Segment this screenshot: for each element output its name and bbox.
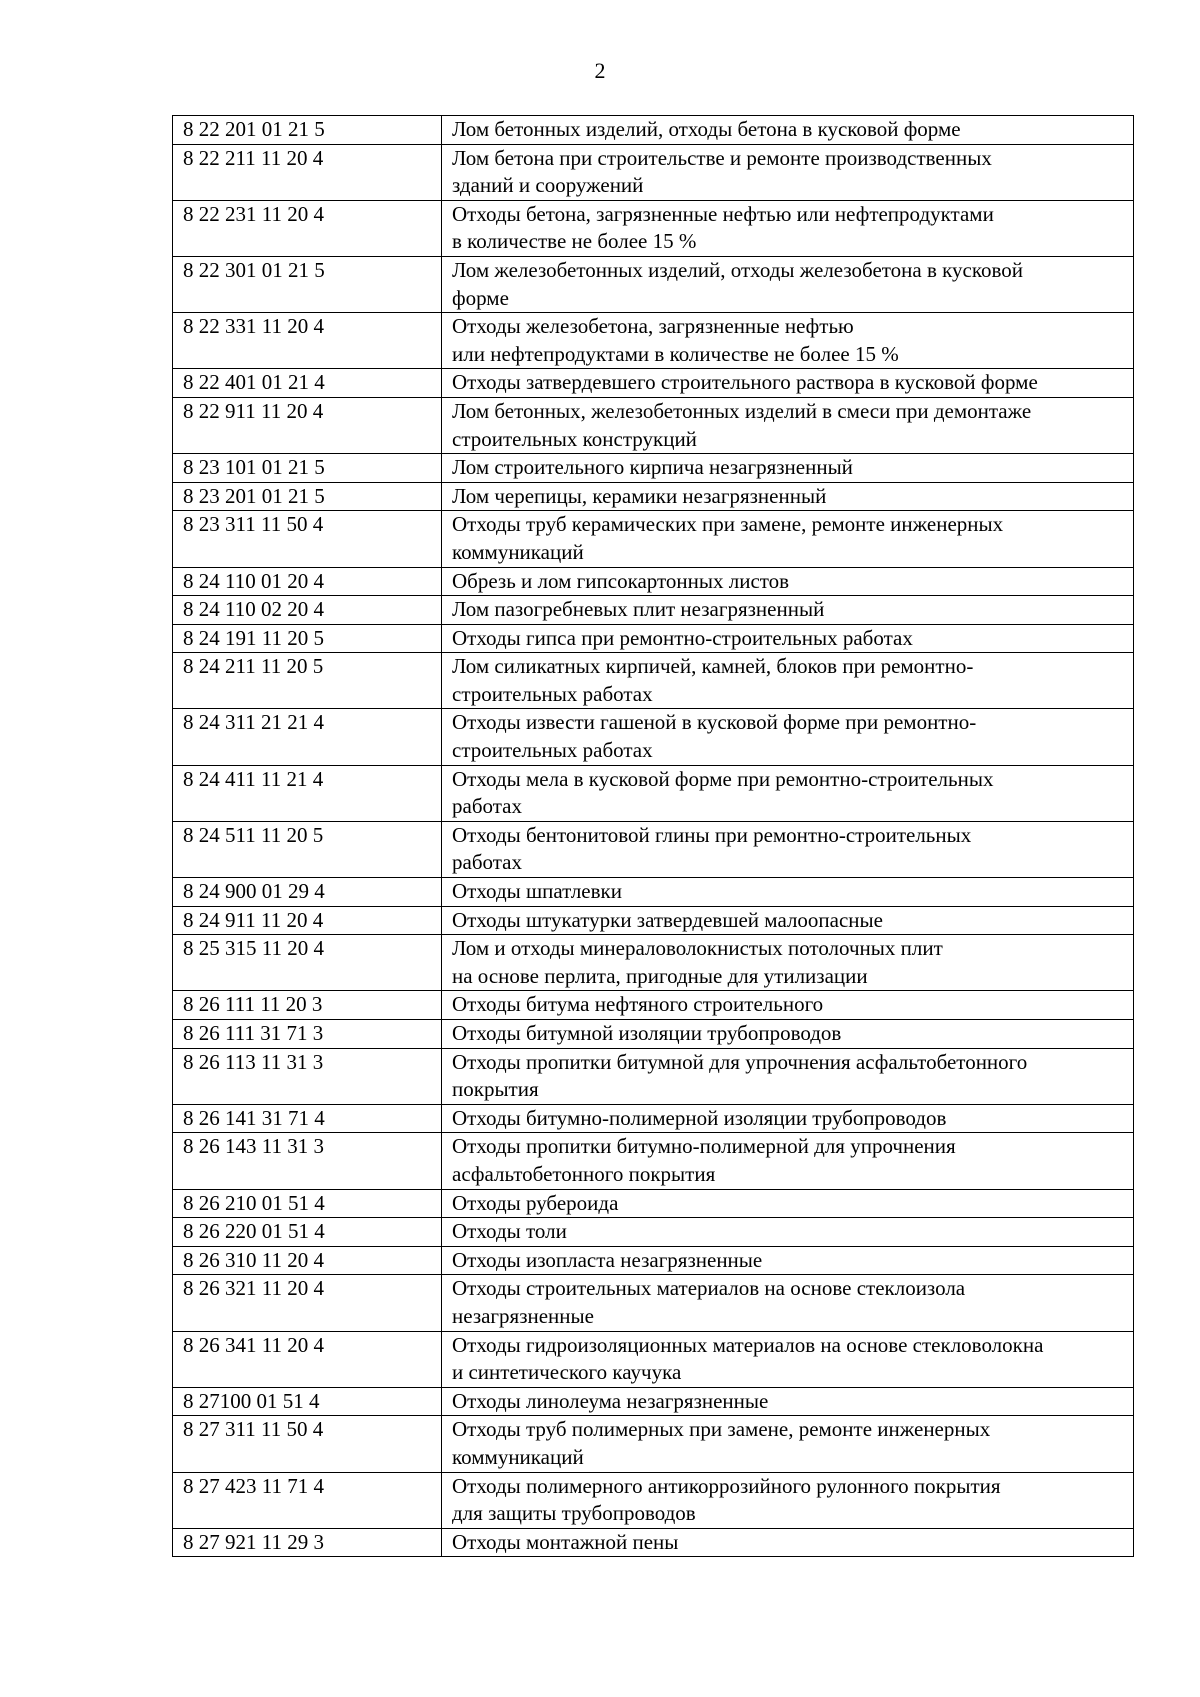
waste-description-cell — [442, 624, 1134, 653]
waste-description-line: Отходы бетона, загрязненные нефтью или нефтепродуктами — [452, 201, 994, 226]
table-row — [173, 397, 1134, 453]
waste-description-line: на основе перлита, пригодные для утилизации — [452, 963, 868, 988]
table-row — [173, 1528, 1134, 1557]
table-row — [173, 313, 1134, 369]
waste-description-cell — [442, 1048, 1134, 1104]
waste-description-cell — [442, 369, 1134, 398]
table-row — [173, 511, 1134, 567]
table-row — [173, 653, 1134, 709]
waste-description-line: или нефтепродуктами в количестве не более 15 % — [452, 341, 899, 366]
waste-description-line: Лом пазогребневых плит незагрязненный — [452, 597, 825, 622]
table-row — [173, 935, 1134, 991]
waste-code-cell: 8 24 211 11 20 5 — [173, 653, 442, 709]
waste-description-cell — [442, 878, 1134, 907]
waste-description-cell — [442, 200, 1134, 256]
waste-description-line: форме — [452, 285, 509, 310]
waste-description-line: Отходы битумно-полимерной изоляции трубопроводов — [452, 1105, 947, 1130]
waste-description-cell — [442, 1133, 1134, 1189]
table-row — [173, 1218, 1134, 1247]
waste-description-line: Отходы затвердевшего строительного раствора в кусковой форме — [452, 370, 1038, 395]
waste-description-cell — [442, 144, 1134, 200]
waste-description-line: Лом бетона при строительстве и ремонте производственных — [452, 145, 992, 170]
waste-description-cell — [442, 567, 1134, 596]
waste-description-line: Лом и отходы минераловолокнистых потолочных плит — [452, 936, 943, 961]
waste-code-cell: 8 24 411 11 21 4 — [173, 765, 442, 821]
table-row — [173, 1246, 1134, 1275]
waste-description-cell — [442, 454, 1134, 483]
waste-description-line: Отходы гипса при ремонтно-строительных работах — [452, 625, 913, 650]
waste-code-cell: 8 23 311 11 50 4 — [173, 511, 442, 567]
waste-description-line: Лом строительного кирпича незагрязненный — [452, 455, 853, 480]
table-row — [173, 1189, 1134, 1218]
waste-code-cell: 8 22 401 01 21 4 — [173, 369, 442, 398]
waste-code-cell: 8 23 201 01 21 5 — [173, 482, 442, 511]
waste-code-cell: 8 25 315 11 20 4 — [173, 935, 442, 991]
table-row — [173, 821, 1134, 877]
waste-description-cell — [442, 1528, 1134, 1557]
waste-codes-table — [172, 115, 1134, 1557]
waste-description-line: коммуникаций — [452, 539, 584, 564]
table-row — [173, 1331, 1134, 1387]
table-row — [173, 567, 1134, 596]
waste-description-cell — [442, 1218, 1134, 1247]
waste-code-cell: 8 27100 01 51 4 — [173, 1387, 442, 1416]
waste-description-line: Отходы железобетона, загрязненные нефтью — [452, 314, 854, 339]
waste-description-line: незагрязненные — [452, 1303, 594, 1328]
waste-description-cell — [442, 1020, 1134, 1049]
waste-code-cell: 8 24 900 01 29 4 — [173, 878, 442, 907]
waste-code-cell: 8 26 321 11 20 4 — [173, 1275, 442, 1331]
waste-description-cell — [442, 1275, 1134, 1331]
table-row — [173, 454, 1134, 483]
waste-description-line: Обрезь и лом гипсокартонных листов — [452, 568, 790, 593]
waste-description-line: коммуникаций — [452, 1444, 584, 1469]
table-row — [173, 709, 1134, 765]
waste-description-line: Отходы бентонитовой глины при ремонтно-строительных — [452, 822, 972, 847]
waste-description-line: Отходы монтажной пены — [452, 1529, 679, 1554]
waste-code-cell: 8 26 111 11 20 3 — [173, 991, 442, 1020]
waste-code-cell: 8 26 143 11 31 3 — [173, 1133, 442, 1189]
waste-code-cell: 8 24 911 11 20 4 — [173, 906, 442, 935]
waste-description-cell — [442, 906, 1134, 935]
waste-description-cell — [442, 821, 1134, 877]
waste-description-line: Отходы труб полимерных при замене, ремонте инженерных — [452, 1417, 991, 1442]
waste-description-cell — [442, 313, 1134, 369]
waste-description-cell — [442, 1189, 1134, 1218]
table-row — [173, 765, 1134, 821]
waste-code-cell: 8 22 911 11 20 4 — [173, 397, 442, 453]
waste-description-cell — [442, 1416, 1134, 1472]
waste-description-cell — [442, 653, 1134, 709]
waste-description-line: для защиты трубопроводов — [452, 1501, 696, 1526]
waste-description-line: Отходы полимерного антикоррозийного рулонного покрытия — [452, 1473, 1001, 1498]
waste-description-line: Лом бетонных изделий, отходы бетона в кусковой форме — [452, 117, 961, 141]
table-row — [173, 256, 1134, 312]
waste-code-cell: 8 22 331 11 20 4 — [173, 313, 442, 369]
table-body — [173, 116, 1134, 1557]
waste-description-line: работах — [452, 850, 522, 875]
waste-code-cell: 8 22 231 11 20 4 — [173, 200, 442, 256]
waste-description-line: и синтетического каучука — [452, 1360, 682, 1385]
waste-description-cell — [442, 1472, 1134, 1528]
waste-code-cell: 8 26 113 11 31 3 — [173, 1048, 442, 1104]
waste-code-cell: 8 24 511 11 20 5 — [173, 821, 442, 877]
waste-code-cell: 8 26 310 11 20 4 — [173, 1246, 442, 1275]
waste-code-cell: 8 27 423 11 71 4 — [173, 1472, 442, 1528]
waste-description-line: строительных работах — [452, 681, 653, 706]
table-row — [173, 369, 1134, 398]
waste-description-line: Отходы битумной изоляции трубопроводов — [452, 1021, 842, 1045]
waste-description-cell — [442, 1331, 1134, 1387]
waste-code-cell: 8 27 921 11 29 3 — [173, 1528, 442, 1557]
waste-code-cell: 8 26 141 31 71 4 — [173, 1104, 442, 1133]
waste-code-cell: 8 26 210 01 51 4 — [173, 1189, 442, 1218]
waste-description-line: строительных конструкций — [452, 426, 697, 451]
page-number: 2 — [594, 58, 606, 83]
waste-description-cell — [442, 1387, 1134, 1416]
waste-description-cell — [442, 256, 1134, 312]
table-row — [173, 200, 1134, 256]
waste-description-cell — [442, 1246, 1134, 1275]
waste-description-line: Отходы извести гашеной в кусковой форме при ремонтно- — [452, 710, 977, 735]
waste-description-line: зданий и сооружений — [452, 173, 644, 198]
waste-description-line: Отходы гидроизоляционных материалов на основе стекловолокна — [452, 1332, 1044, 1357]
table-row — [173, 596, 1134, 625]
waste-code-cell: 8 23 101 01 21 5 — [173, 454, 442, 483]
table-row — [173, 1048, 1134, 1104]
table-row — [173, 991, 1134, 1020]
table-row — [173, 906, 1134, 935]
waste-description-line: Отходы битума нефтяного строительного — [452, 992, 824, 1017]
table-row — [173, 1104, 1134, 1133]
waste-code-cell: 8 26 220 01 51 4 — [173, 1218, 442, 1247]
waste-description-line: Отходы линолеума незагрязненные — [452, 1388, 769, 1413]
waste-description-cell — [442, 116, 1134, 145]
table-row — [173, 878, 1134, 907]
table-row — [173, 1416, 1134, 1472]
waste-description-line: Отходы труб керамических при замене, ремонте инженерных — [452, 512, 1004, 537]
waste-description-cell — [442, 709, 1134, 765]
waste-code-cell: 8 26 341 11 20 4 — [173, 1331, 442, 1387]
waste-description-cell — [442, 935, 1134, 991]
waste-description-line: Лом железобетонных изделий, отходы железобетона в кусковой — [452, 257, 1024, 282]
waste-code-cell: 8 27 311 11 50 4 — [173, 1416, 442, 1472]
waste-description-line: Отходы рубероида — [452, 1190, 619, 1215]
waste-code-cell: 8 24 110 01 20 4 — [173, 567, 442, 596]
table-row — [173, 624, 1134, 653]
waste-description-cell — [442, 397, 1134, 453]
waste-code-cell: 8 24 110 02 20 4 — [173, 596, 442, 625]
table-row — [173, 482, 1134, 511]
waste-description-line: работах — [452, 794, 522, 819]
waste-description-line: в количестве не более 15 % — [452, 229, 697, 254]
waste-description-cell — [442, 596, 1134, 625]
waste-description-line: покрытия — [452, 1077, 539, 1102]
waste-description-line: Лом силикатных кирпичей, камней, блоков при ремонтно- — [452, 654, 974, 679]
table-row — [173, 144, 1134, 200]
waste-description-line: Отходы толи — [452, 1219, 567, 1244]
waste-description-line: Лом бетонных, железобетонных изделий в смеси при демонтаже — [452, 398, 1032, 423]
table-row — [173, 1387, 1134, 1416]
waste-description-cell — [442, 765, 1134, 821]
waste-description-line: Отходы строительных материалов на основе стеклоизола — [452, 1276, 966, 1301]
waste-code-cell: 8 24 191 11 20 5 — [173, 624, 442, 653]
waste-description-cell — [442, 991, 1134, 1020]
waste-description-cell — [442, 1104, 1134, 1133]
waste-code-cell: 8 22 211 11 20 4 — [173, 144, 442, 200]
waste-description-line: Отходы пропитки битумной для упрочнения асфальтобетонного — [452, 1049, 1028, 1074]
waste-code-cell: 8 26 111 31 71 3 — [173, 1020, 442, 1049]
waste-description-cell — [442, 511, 1134, 567]
waste-description-line: Отходы шпатлевки — [452, 879, 622, 904]
table-row — [173, 1275, 1134, 1331]
waste-code-cell: 8 22 201 01 21 5 — [173, 116, 442, 145]
waste-description-line: Отходы штукатурки затвердевшей малоопасные — [452, 907, 883, 932]
waste-description-line: Отходы пропитки битумно-полимерной для упрочнения — [452, 1134, 956, 1159]
table-row — [173, 1020, 1134, 1049]
waste-description-line: асфальтобетонного покрытия — [452, 1161, 716, 1186]
table-row — [173, 1133, 1134, 1189]
waste-description-line: Лом черепицы, керамики незагрязненный — [452, 483, 827, 508]
waste-description-line: Отходы изопласта незагрязненные — [452, 1247, 763, 1272]
waste-description-cell — [442, 482, 1134, 511]
waste-code-cell: 8 24 311 21 21 4 — [173, 709, 442, 765]
waste-description-line: Отходы мела в кусковой форме при ремонтно-строительных — [452, 766, 994, 791]
table-row — [173, 1472, 1134, 1528]
waste-code-cell: 8 22 301 01 21 5 — [173, 256, 442, 312]
waste-description-line: строительных работах — [452, 738, 653, 763]
table-row — [173, 116, 1134, 145]
